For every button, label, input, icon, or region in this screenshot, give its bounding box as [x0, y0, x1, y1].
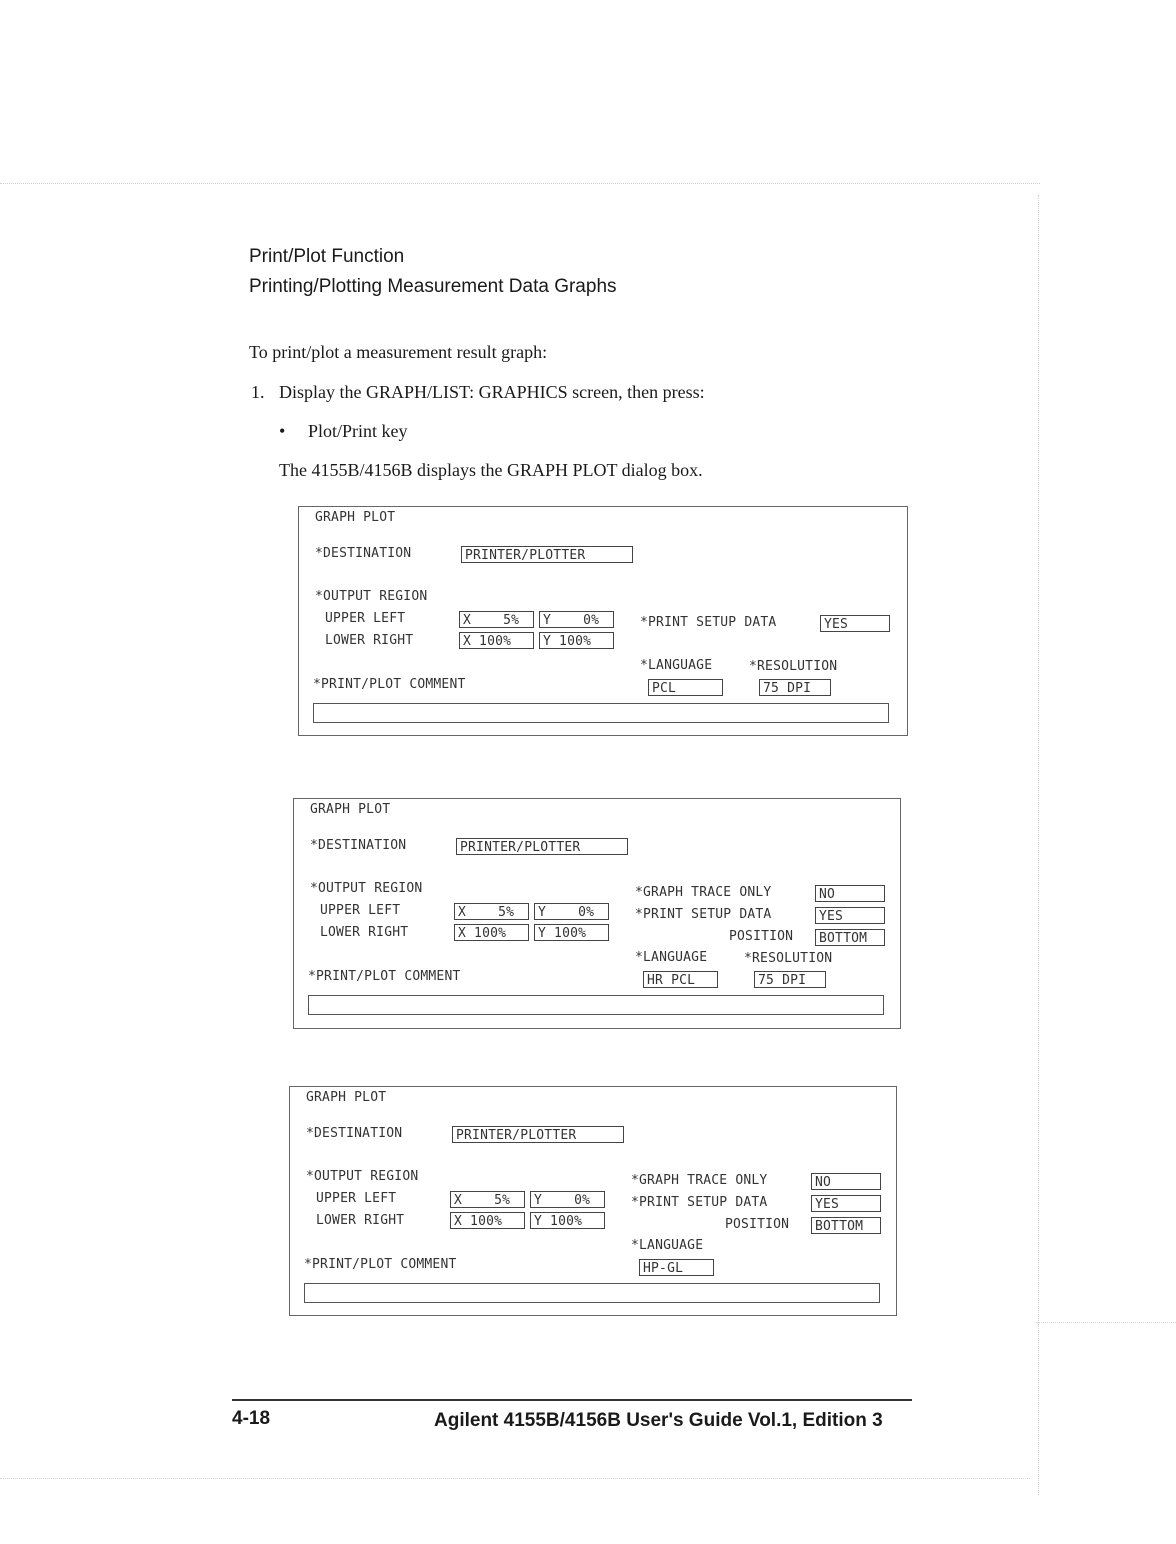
dialog-title: GRAPH PLOT — [310, 802, 391, 817]
upper-left-y-field[interactable]: Y 0% — [539, 611, 614, 628]
print-setup-field[interactable]: YES — [811, 1195, 881, 1212]
comment-label: *PRINT/PLOT COMMENT — [313, 677, 466, 692]
destination-label: *DESTINATION — [315, 546, 412, 561]
comment-input[interactable] — [308, 995, 884, 1015]
language-label: *LANGUAGE — [635, 950, 708, 965]
upper-left-label: UPPER LEFT — [316, 1191, 397, 1206]
language-label: *LANGUAGE — [640, 658, 713, 673]
resolution-field[interactable]: 75 DPI — [759, 679, 831, 696]
language-field[interactable]: PCL — [648, 679, 723, 696]
graph-trace-label: *GRAPH TRACE ONLY — [631, 1173, 768, 1188]
upper-left-y-field[interactable]: Y 0% — [530, 1191, 605, 1208]
print-setup-field[interactable]: YES — [815, 907, 885, 924]
bullet-text: Plot/Print key — [308, 421, 408, 441]
footer-rule — [232, 1399, 912, 1401]
comment-input[interactable] — [304, 1283, 880, 1303]
comment-input[interactable] — [313, 703, 889, 723]
dialog-title: GRAPH PLOT — [315, 510, 396, 525]
destination-label: *DESTINATION — [306, 1126, 403, 1141]
language-field[interactable]: HR PCL — [643, 971, 718, 988]
lower-right-x-field[interactable]: X 100% — [454, 924, 529, 941]
lower-right-y-field[interactable]: Y 100% — [534, 924, 609, 941]
scan-edge-bottom — [0, 1478, 1030, 1479]
scan-edge-right-lower — [1036, 1322, 1176, 1323]
position-label: POSITION — [725, 1217, 790, 1232]
destination-field[interactable]: PRINTER/PLOTTER — [461, 546, 633, 563]
graph-plot-dialog-1 — [298, 506, 908, 736]
upper-left-y-field[interactable]: Y 0% — [534, 903, 609, 920]
step-number: 1. — [251, 382, 265, 402]
result-text: The 4155B/4156B displays the GRAPH PLOT dialog box. — [279, 460, 703, 480]
lower-right-y-field[interactable]: Y 100% — [539, 632, 614, 649]
language-label: *LANGUAGE — [631, 1238, 704, 1253]
page-number: 4-18 — [232, 1408, 271, 1429]
resolution-field[interactable]: 75 DPI — [754, 971, 826, 988]
subsection-header: Printing/Plotting Measurement Data Graphs — [249, 276, 617, 297]
graph-plot-dialog-2 — [293, 798, 901, 1029]
comment-label: *PRINT/PLOT COMMENT — [308, 969, 461, 984]
output-region-label: *OUTPUT REGION — [306, 1169, 419, 1184]
resolution-label: *RESOLUTION — [744, 951, 833, 966]
section-header: Print/Plot Function — [249, 246, 405, 267]
dialog-title: GRAPH PLOT — [306, 1090, 387, 1105]
upper-left-x-field[interactable]: X 5% — [450, 1191, 525, 1208]
upper-left-x-field[interactable]: X 5% — [459, 611, 534, 628]
lower-right-label: LOWER RIGHT — [325, 633, 414, 648]
graph-trace-field[interactable]: NO — [811, 1173, 881, 1190]
destination-label: *DESTINATION — [310, 838, 407, 853]
destination-field[interactable]: PRINTER/PLOTTER — [456, 838, 628, 855]
comment-label: *PRINT/PLOT COMMENT — [304, 1257, 457, 1272]
lower-right-x-field[interactable]: X 100% — [459, 632, 534, 649]
lower-right-label: LOWER RIGHT — [320, 925, 409, 940]
step-text: Display the GRAPH/LIST: GRAPHICS screen, then press: — [279, 382, 705, 402]
print-setup-label: *PRINT SETUP DATA — [631, 1195, 768, 1210]
lower-right-label: LOWER RIGHT — [316, 1213, 405, 1228]
language-field[interactable]: HP-GL — [639, 1259, 714, 1276]
resolution-label: *RESOLUTION — [749, 659, 838, 674]
output-region-label: *OUTPUT REGION — [310, 881, 423, 896]
upper-left-label: UPPER LEFT — [325, 611, 406, 626]
upper-left-label: UPPER LEFT — [320, 903, 401, 918]
scan-edge-top — [0, 183, 1040, 184]
print-setup-field[interactable]: YES — [820, 615, 890, 632]
print-setup-label: *PRINT SETUP DATA — [635, 907, 772, 922]
destination-field[interactable]: PRINTER/PLOTTER — [452, 1126, 624, 1143]
bullet-mark: • — [279, 421, 286, 441]
lower-right-y-field[interactable]: Y 100% — [530, 1212, 605, 1229]
lower-right-x-field[interactable]: X 100% — [450, 1212, 525, 1229]
print-setup-label: *PRINT SETUP DATA — [640, 615, 777, 630]
output-region-label: *OUTPUT REGION — [315, 589, 428, 604]
graph-trace-label: *GRAPH TRACE ONLY — [635, 885, 772, 900]
position-field[interactable]: BOTTOM — [811, 1217, 881, 1234]
intro-text: To print/plot a measurement result graph: — [249, 342, 548, 362]
graph-plot-dialog-3 — [289, 1086, 897, 1316]
position-field[interactable]: BOTTOM — [815, 929, 885, 946]
footer-title: Agilent 4155B/4156B User's Guide Vol.1, Edition 3 — [434, 1410, 883, 1431]
scan-edge-right — [1038, 195, 1039, 1495]
upper-left-x-field[interactable]: X 5% — [454, 903, 529, 920]
graph-trace-field[interactable]: NO — [815, 885, 885, 902]
position-label: POSITION — [729, 929, 794, 944]
